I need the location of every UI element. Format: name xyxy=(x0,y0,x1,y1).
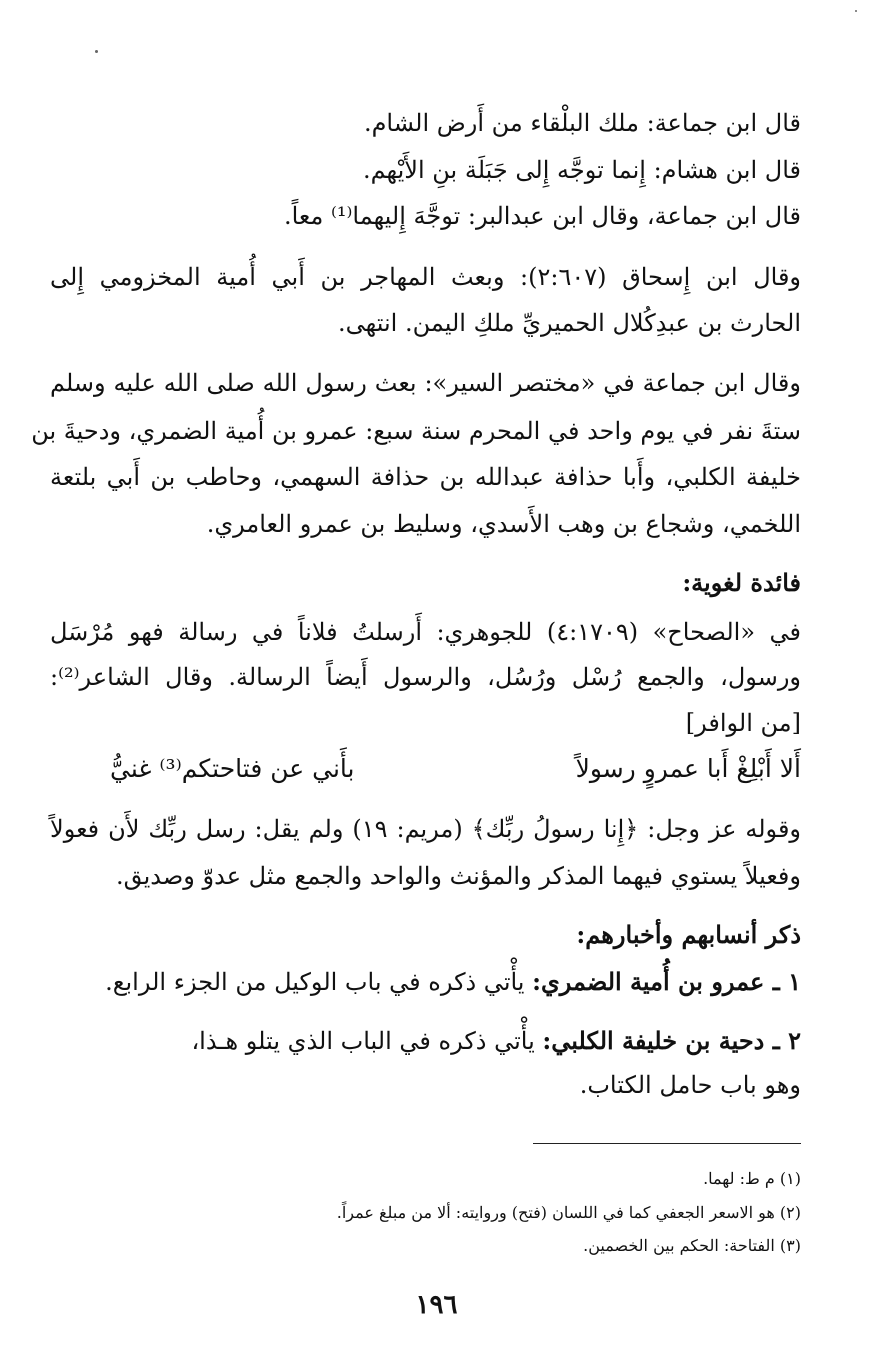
footnote-rule xyxy=(533,1143,801,1144)
text-line: خليفة الكلبي، وأَبا حذافة عبدالله بن حذافة السهمي، وحاطب بن أَبي بلتعة xyxy=(50,463,801,491)
text-line: وقال ابن جماعة في «مختصر السير»: بعث رسول الله صلى الله عليه وسلم xyxy=(50,369,801,397)
verse-second-hemistich: بأَني عن فتاحتكم⁽³⁾ غنيُّ xyxy=(110,754,355,783)
text-line: قال ابن هشام: إِنما توجَّه إِلى جَبَلَة بنِ الأَيْهم. xyxy=(362,156,801,184)
text-line: قال ابن جماعة: ملك البلْقاء من أَرض الشام. xyxy=(363,109,801,137)
text-line: قال ابن جماعة، وقال ابن عبدالبر: توجَّهَ إِليهما⁽¹⁾ معاً. xyxy=(283,202,801,230)
list-item-heading: ١ ـ عمرو بن أُمية الضمري: xyxy=(532,967,801,996)
text-line: ستةَ نفر في يوم واحد في المحرم سنة سبع: عمرو بن أُمية الضمري، ودحيةَ بن xyxy=(31,417,801,445)
verse-first-hemistich: أَلا أَبْلِغْ أَبا عمروٍ رسولاً xyxy=(575,754,801,783)
footnote: (١) م ط: لهما. xyxy=(703,1169,801,1188)
text-line: في «الصحاح» (٤:١٧٠٩) للجوهري: أَرسلتُ فلاناً في رسالة فهو مُرْسَل xyxy=(50,618,801,646)
scan-speck xyxy=(855,10,857,12)
list-item-text: يأْتي ذكره في الباب الذي يتلو هـذا، xyxy=(191,1027,543,1055)
scan-speck xyxy=(95,50,98,53)
list-item-text: يأْتي ذكره في باب الوكيل من الجزء الرابع. xyxy=(105,968,533,996)
list-item xyxy=(50,1026,801,1056)
list-item-heading: ٢ ـ دحية بن خليفة الكلبي: xyxy=(542,1026,801,1055)
section-heading: ذكر أنسابهم وأخبارهم: xyxy=(576,920,801,949)
meter-label: [من الوافر] xyxy=(685,709,801,737)
text-line: الحارث بن عبدِكُلال الحميريِّ ملكِ اليمن. انتهى. xyxy=(338,309,801,337)
text-line: وهو باب حامل الكتاب. xyxy=(579,1071,801,1099)
page-number: ١٩٦ xyxy=(415,1290,458,1320)
list-item xyxy=(50,967,801,997)
footnote: (٣) الفتاحة: الحكم بين الخصمين. xyxy=(583,1236,801,1255)
text-line: اللخمي، وشجاع بن وهب الأَسدي، وسليط بن عمرو العامري. xyxy=(206,510,801,538)
text-line: وفعيلاً يستوي فيهما المذكر والمؤنث والواحد والجمع مثل عدوّ وصديق. xyxy=(115,862,801,890)
text-line: ورسول، والجمع رُسْل ورُسُل، والرسول أَيضاً الرسالة. وقال الشاعر⁽²⁾: xyxy=(50,663,801,691)
section-heading: فائدة لغوية: xyxy=(682,568,801,597)
text-line: وقال ابن إِسحاق (٢:٦٠٧): وبعث المهاجر بن أَبي أُمية المخزومي إِلى xyxy=(50,263,801,291)
footnote: (٢) هو الاسعر الجعفي كما في اللسان (فتح) وروايته: ألا من مبلغ عمراً. xyxy=(336,1203,801,1222)
text-line: وقوله عز وجل: ﴿إِنا رسولُ ربِّك﴾ (مريم: ١٩) ولم يقل: رسل ربِّك لأَن فعولاً xyxy=(50,815,802,843)
